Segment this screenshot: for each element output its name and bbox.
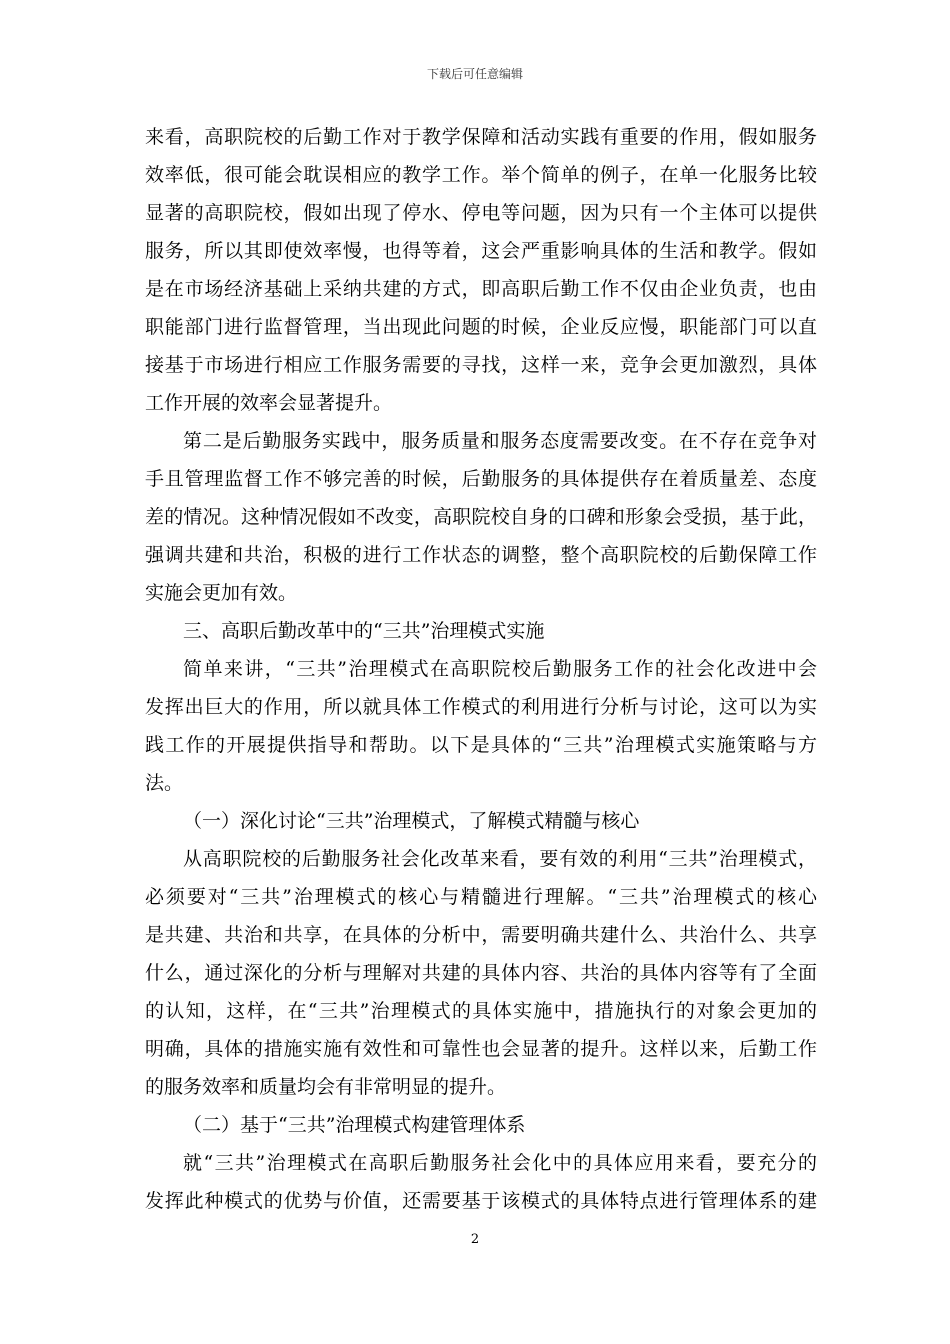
text-line: 什么，通过深化的分析与理解对共建的具体内容、共治的具体内容等有了全面 bbox=[145, 962, 817, 984]
text-line: 的服务效率和质量均会有非常明显的提升。 bbox=[145, 1076, 507, 1098]
text-line: 职能部门进行监督管理，当出现此问题的时候，企业反应慢，职能部门可以直 bbox=[145, 316, 817, 338]
text-line: 手且管理监督工作不够完善的时候，后勤服务的具体提供存在着质量差、态度 bbox=[145, 468, 817, 490]
paragraph bbox=[145, 840, 817, 1106]
text-line: 工作开展的效率会显著提升。 bbox=[145, 392, 393, 414]
subsection-heading bbox=[145, 802, 817, 840]
text-line: 接基于市场进行相应工作服务需要的寻找，这样一来，竞争会更加激烈，具体 bbox=[145, 354, 817, 376]
text-line: 强调共建和共治，积极的进行工作状态的调整，整个高职院校的后勤保障工作 bbox=[145, 544, 817, 566]
text-line: 践工作的开展提供指导和帮助。以下是具体的“三共”治理模式实施策略与方 bbox=[145, 734, 817, 756]
section-heading bbox=[145, 612, 817, 650]
paragraph bbox=[145, 1144, 817, 1220]
paragraph bbox=[145, 118, 817, 422]
page-number: 2 bbox=[470, 1232, 480, 1247]
heading-text: （二）基于“三共”治理模式构建管理体系 bbox=[183, 1114, 526, 1136]
text-line: 就“三共”治理模式在高职后勤服务社会化中的具体应用来看，要充分的 bbox=[183, 1152, 817, 1174]
heading-text: （一）深化讨论“三共”治理模式，了解模式精髓与核心 bbox=[183, 810, 640, 832]
text-line: 的认知，这样，在“三共”治理模式的具体实施中，措施执行的对象会更加的 bbox=[145, 1000, 817, 1022]
text-line: 来看，高职院校的后勤工作对于教学保障和活动实践有重要的作用，假如服务 bbox=[145, 126, 817, 148]
text-line: 是共建、共治和共享，在具体的分析中，需要明确共建什么、共治什么、共享 bbox=[145, 924, 817, 946]
text-line: 服务，所以其即使效率慢，也得等着，这会严重影响具体的生活和教学。假如 bbox=[145, 240, 817, 262]
text-line: 从高职院校的后勤服务社会化改革来看，要有效的利用“三共”治理模式， bbox=[183, 848, 817, 870]
text-line: 差的情况。这种情况假如不改变，高职院校自身的口碑和形象会受损，基于此， bbox=[145, 506, 817, 528]
text-line: 是在市场经济基础上采纳共建的方式，即高职后勤工作不仅由企业负责，也由 bbox=[145, 278, 817, 300]
text-line: 明确，具体的措施实施有效性和可靠性也会显著的提升。这样以来，后勤工作 bbox=[145, 1038, 817, 1060]
heading-text: 三、高职后勤改革中的“三共”治理模式实施 bbox=[183, 620, 545, 642]
text-line: 简单来讲，“三共”治理模式在高职院校后勤服务工作的社会化改进中会 bbox=[183, 658, 817, 680]
text-line: 发挥此种模式的优势与价值，还需要基于该模式的具体特点进行管理体系的建 bbox=[145, 1190, 817, 1212]
text-line: 效率低，很可能会耽误相应的教学工作。举个简单的例子，在单一化服务比较 bbox=[145, 164, 817, 186]
paragraph bbox=[145, 422, 817, 612]
text-line: 实施会更加有效。 bbox=[145, 582, 298, 604]
text-line: 显著的高职院校，假如出现了停水、停电等问题，因为只有一个主体可以提供 bbox=[145, 202, 817, 224]
text-line: 发挥出巨大的作用，所以就具体工作模式的利用进行分析与讨论，这可以为实 bbox=[145, 696, 817, 718]
text-line: 必须要对“三共”治理模式的核心与精髓进行理解。“三共”治理模式的核心 bbox=[145, 886, 817, 908]
paragraph bbox=[145, 650, 817, 802]
text-line: 第二是后勤服务实践中，服务质量和服务态度需要改变。在不存在竞争对 bbox=[183, 430, 817, 452]
page-header: 下载后可任意编辑 bbox=[426, 67, 523, 81]
subsection-heading bbox=[145, 1106, 817, 1144]
document-body bbox=[145, 118, 817, 1220]
text-line: 法。 bbox=[145, 772, 184, 794]
